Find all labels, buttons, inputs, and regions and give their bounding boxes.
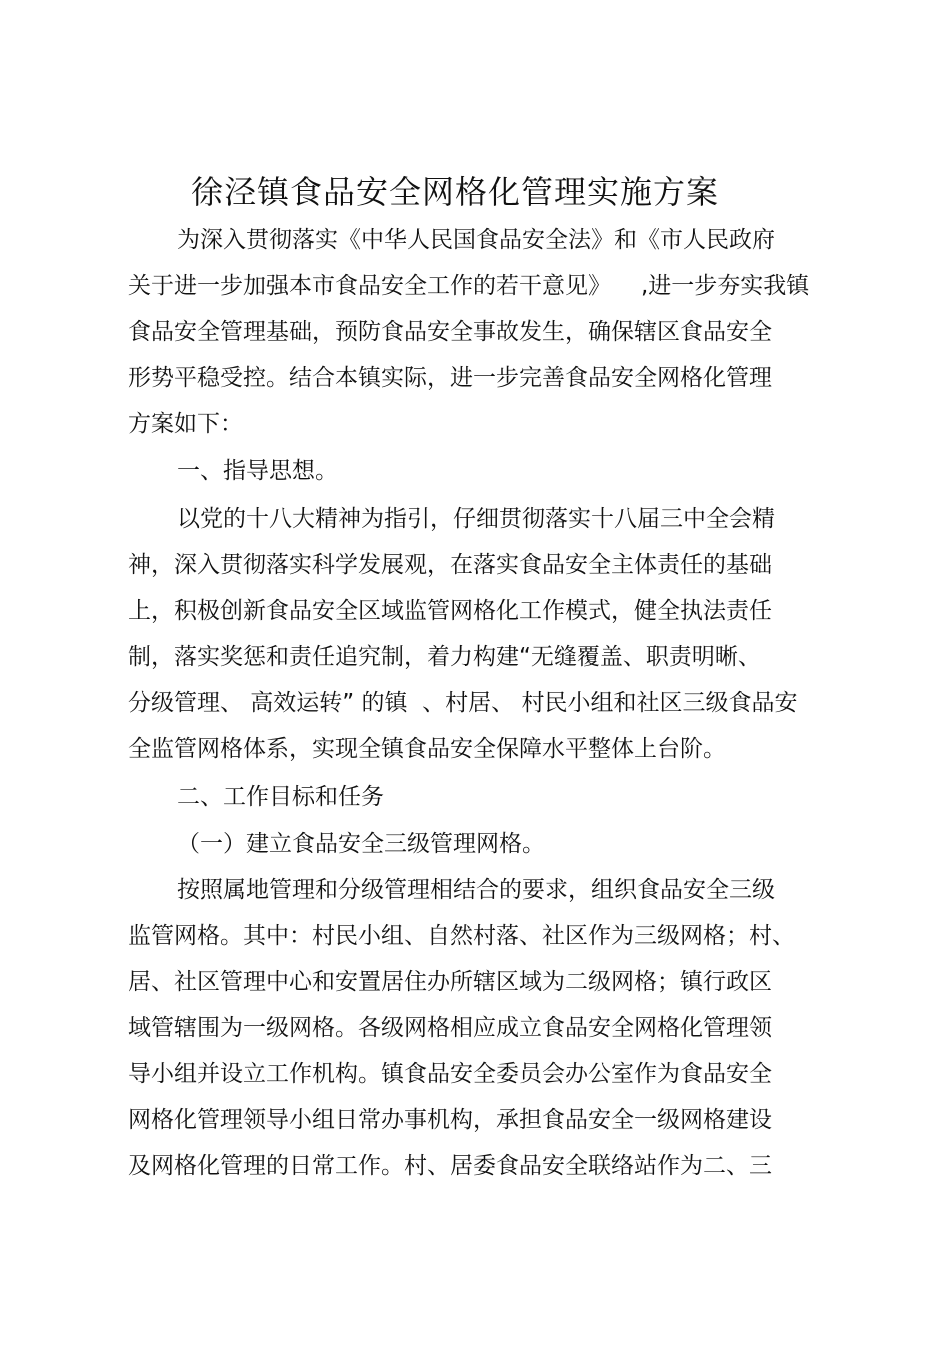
paragraph-line: 上，积极创新食品安全区域监管网格化工作模式，健全执法责任 [128, 598, 772, 624]
section-heading: 一、指导思想。 [177, 458, 338, 484]
paragraph-line: 域管辖围为一级网格。各级网格相应成立食品安全网格化管理领 [128, 1015, 772, 1041]
paragraph-line: 及网格化管理的日常工作。村、居委食品安全联络站作为二、三 [128, 1153, 772, 1179]
paragraph-line: 神，深入贯彻落实科学发展观，在落实食品安全主体责任的基础 [128, 552, 772, 578]
paragraph-line: 按照属地管理和分级管理相结合的要求，组织食品安全三级 [177, 877, 775, 903]
paragraph-line: 为深入贯彻落实《中华人民国食品安全法》和《市人民政府 [177, 227, 775, 253]
paragraph-line: 监管网格。其中：村民小组、自然村落、社区作为三级网格；村、 [128, 923, 795, 949]
subsection-heading: （一）建立食品安全三级管理网格。 [177, 831, 545, 857]
paragraph-line: 导小组并设立工作机构。镇食品安全委员会办公室作为食品安全 [128, 1061, 772, 1087]
paragraph-line: 食品安全管理基础，预防食品安全事故发生，确保辖区食品安全 [128, 319, 772, 345]
paragraph-line: 分级管理、 高效运转” 的镇 、村居、 村民小组和社区三级食品安 [128, 690, 798, 716]
section-heading: 二、工作目标和任务 [177, 784, 384, 810]
paragraph-line: 形势平稳受控。结合本镇实际，进一步完善食品安全网格化管理 [128, 365, 772, 391]
paragraph-line: 制，落实奖惩和责任追究制，着力构建“无缝覆盖、职责明晰、 [128, 644, 761, 670]
paragraph-line: 网格化管理领导小组日常办事机构，承担食品安全一级网格建设 [128, 1107, 772, 1133]
paragraph-line: 关于进一步加强本市食品安全工作的若干意见》 [128, 273, 611, 299]
paragraph-line: 以党的十八大精神为指引，仔细贯彻落实十八届三中全会精 [177, 506, 775, 532]
paragraph-line: 全监管网格体系，实现全镇食品安全保障水平整体上台阶。 [128, 736, 726, 762]
document-title: 徐泾镇食品安全网格化管理实施方案 [190, 173, 719, 211]
paragraph-line: 居、社区管理中心和安置居住办所辖区域为二级网格；镇行政区 [128, 969, 772, 995]
paragraph-line: 方案如下： [128, 411, 243, 437]
paragraph-line: ,进一步夯实我镇 [641, 273, 810, 299]
